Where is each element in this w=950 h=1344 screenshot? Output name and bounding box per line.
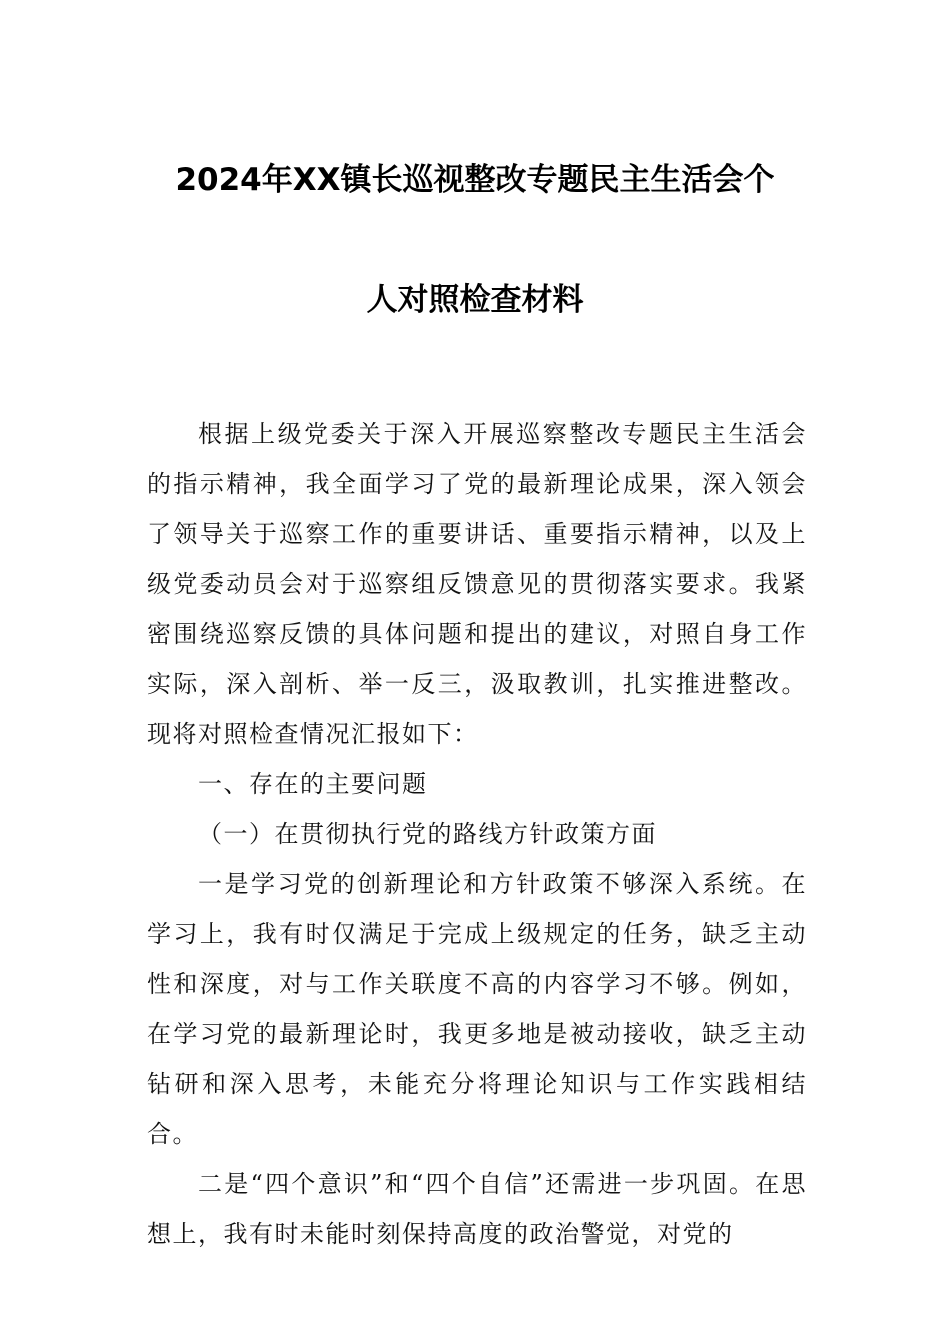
intro-paragraph: 根据上级党委关于深入开展巡察整改专题民主生活会的指示精神，我全面学习了党的最新理论成果，深入领会了领导关于巡察工作的重要讲话、重要指示精神，以及上级党委动员会对于巡察组反馈意见的贯彻落实要求。我紧密围绕巡察反馈的具体问题和提出的建议，对照自身工作实际，深入剖析、举一反三，汲取教训，扎实推进整改。现将对照检查情况汇报如下： xyxy=(147,420,807,748)
document-title-line-1: 2024年XX镇长巡视整改专题民主生活会个 xyxy=(175,162,775,198)
body-paragraph: 二是“四个意识”和“四个自信”还需进一步巩固。在思想上，我有时未能时刻保持高度的政治警觉，对党的 xyxy=(147,1170,807,1248)
document-title-line-2: 人对照检查材料 xyxy=(366,282,584,318)
subsection-heading: （一）在贯彻执行党的路线方针政策方面 xyxy=(198,820,657,848)
document-body xyxy=(147,409,807,1259)
body-paragraph: 一是学习党的创新理论和方针政策不够深入系统。在学习上，我有时仅满足于完成上级规定的任务，缺乏主动性和深度，对与工作关联度不高的内容学习不够。例如，在学习党的最新理论时，我更多地是被动接收，缺乏主动钻研和深入思考，未能充分将理论知识与工作实践相结合。 xyxy=(147,870,807,1148)
section-heading: 一、存在的主要问题 xyxy=(198,770,428,798)
